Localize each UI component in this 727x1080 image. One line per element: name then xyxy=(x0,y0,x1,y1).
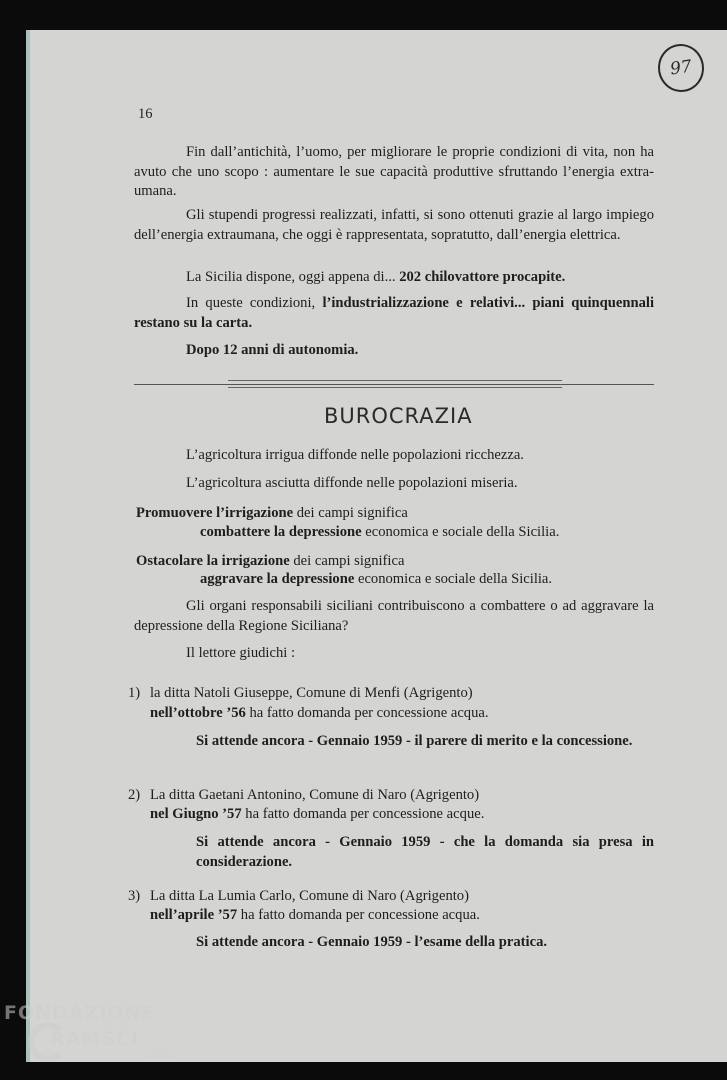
watermark-line-1: FONDAZIONE xyxy=(4,1002,156,1024)
reader-prompt: Il lettore giudichi : xyxy=(186,645,296,661)
oppose-text: dei campi significa xyxy=(289,553,405,569)
case-3-number: 3) xyxy=(128,888,141,904)
archive-number-mark: 97 xyxy=(655,41,707,95)
section-line-1: L’agricoltura irrigua diffonde nelle popolazioni ricchezza. xyxy=(186,447,524,463)
case-2-date-text: ha fatto domanda per concessione acque. xyxy=(241,806,485,822)
case-2-date-bold: nel Giugno ’57 xyxy=(150,806,242,822)
section-line-2: L’agricoltura asciutta diffonde nelle popolazioni miseria. xyxy=(186,475,518,491)
case-1-date-bold: nell’ottobre ’56 xyxy=(150,705,246,721)
oppose-line xyxy=(136,552,404,572)
oppose-bold: Ostacolare la irrigazione xyxy=(136,553,290,569)
intro-paragraph-4-bold: l’industrializzazione e relativi... piani quinquennali restano su la carta. xyxy=(134,295,655,331)
case-3-date xyxy=(150,906,480,926)
intro-paragraph-4-text: In queste condizioni, xyxy=(186,295,323,311)
oppose2-text: economica e sociale della Sicilia. xyxy=(354,571,553,587)
intro-paragraph-3 xyxy=(134,268,654,288)
case-3-status: Si attende ancora - Gennaio 1959 - l’esame della pratica. xyxy=(196,934,548,950)
case-1-line: la ditta Natoli Giuseppe, Comune di Menfi (Agrigento) xyxy=(150,685,473,701)
promote-bold: Promuovere l’irrigazione xyxy=(136,505,294,521)
case-3-date-bold: nell’aprile ’57 xyxy=(150,907,238,923)
promote-line-2 xyxy=(200,523,559,543)
oppose-line-2 xyxy=(200,570,552,590)
case-2-date xyxy=(150,805,484,825)
promote-line xyxy=(136,504,408,524)
case-2-line: La ditta Gaetani Antonino, Comune di Naro (Agrigento) xyxy=(150,787,480,803)
intro-paragraph-1: Fin dall’antichità, l’uomo, per migliorare le proprie condizioni di vita, non ha avuto che uno scopo : aumentare le sue capacità produttive sfruttando l’energia extra-umana. xyxy=(134,144,654,199)
fondazione-gramsci-watermark xyxy=(4,1000,194,1080)
intro-paragraph-4 xyxy=(134,294,654,333)
section-question: Gli organi responsabili siciliani contribuiscono a combattere o ad aggravare la depressione della Regione Siciliana? xyxy=(134,598,654,634)
case-3-line: La ditta La Lumia Carlo, Comune di Naro (Agrigento) xyxy=(150,888,469,904)
intro-closing: Dopo 12 anni di autonomia. xyxy=(186,342,359,358)
promote2-text: economica e sociale della Sicilia. xyxy=(361,524,560,540)
intro-paragraph-3-text: La Sicilia dispone, oggi appena di... xyxy=(186,269,400,285)
document-page xyxy=(26,30,727,1062)
case-3-date-text: ha fatto domanda per concessione acqua. xyxy=(237,907,480,923)
intro-paragraph-3-bold: 202 chilovattore procapite. xyxy=(399,269,566,285)
section-title: BUROCRAZIA xyxy=(324,404,473,428)
promote-text: dei campi significa xyxy=(293,505,408,521)
watermark-line-3: onlus xyxy=(150,1052,172,1061)
section-divider-line xyxy=(134,384,654,385)
case-1-date xyxy=(150,704,489,724)
case-2-status: Si attende ancora - Gennaio 1959 - che la domanda sia presa in considerazione. xyxy=(196,834,654,870)
section-divider-band-bottom xyxy=(228,387,562,388)
page-number: 16 xyxy=(138,106,153,122)
case-1-status: Si attende ancora - Gennaio 1959 - il parere di merito e la concessione. xyxy=(196,733,633,749)
section-divider-band-top xyxy=(228,380,562,381)
watermark-line-2: RAMSCI xyxy=(50,1028,139,1050)
oppose2-bold: aggravare la depressione xyxy=(200,571,355,587)
promote2-bold: combattere la depressione xyxy=(200,524,362,540)
intro-paragraph-2: Gli stupendi progressi realizzati, infatti, si sono ottenuti grazie al largo impiego dell’energia extraumana, che oggi è rappresentata, sopratutto, dall’energia elettrica. xyxy=(134,207,654,243)
case-1-number: 1) xyxy=(128,685,141,701)
case-2-number: 2) xyxy=(128,787,141,803)
case-1-date-text: ha fatto domanda per concessione acqua. xyxy=(245,705,489,721)
